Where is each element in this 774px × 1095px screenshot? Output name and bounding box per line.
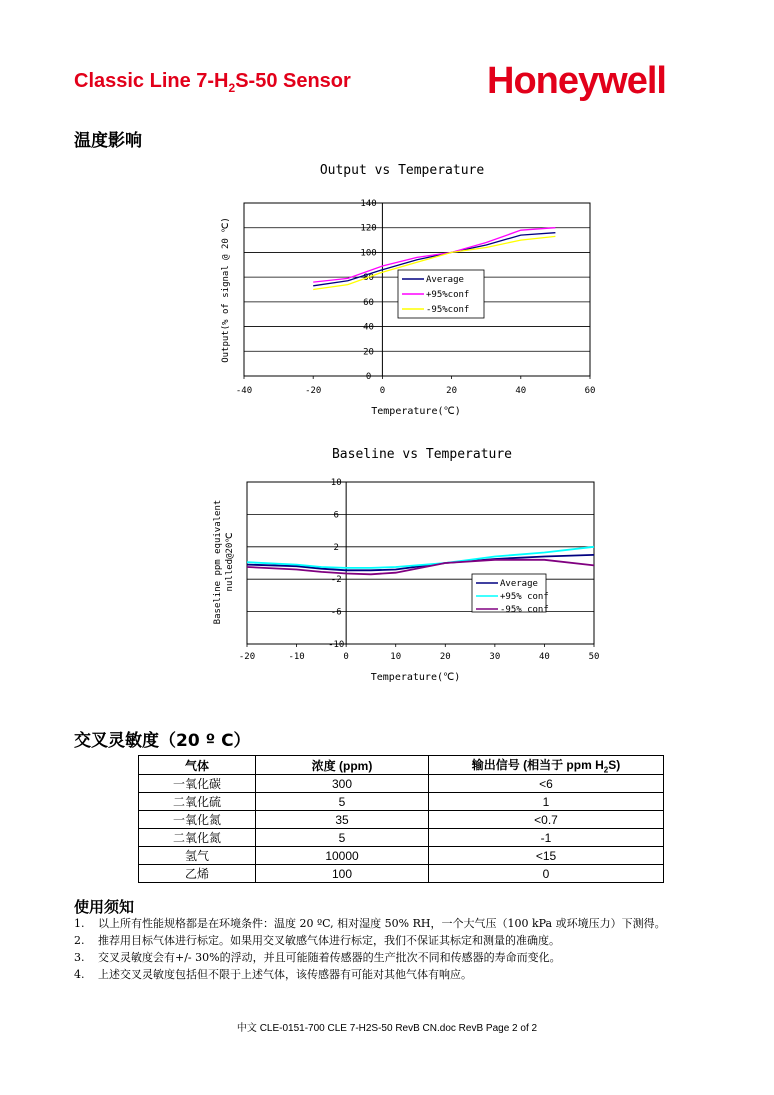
list-number: 3.	[74, 951, 85, 964]
table-cell: <15	[429, 847, 664, 865]
list-number: 4.	[74, 968, 85, 981]
table-cell: 氢气	[139, 847, 256, 865]
y-tick-label: 10	[330, 478, 342, 488]
table-cell: <0.7	[429, 811, 664, 829]
y-tick-label: 6	[333, 510, 339, 521]
table-cell: 5	[256, 793, 429, 811]
temperature-effect-heading: 温度影响	[74, 131, 142, 151]
list-item	[74, 949, 714, 966]
list-text: 上述交叉灵敏度包括但不限于上述气体，该传感器有可能对其他气体有响应。	[98, 968, 472, 981]
usage-notes-list	[74, 915, 714, 983]
cross-sensitivity-heading: 交叉灵敏度（20 º C）	[74, 731, 251, 751]
y-tick-label: 100	[360, 248, 377, 259]
x-axis-label: Temperature(℃)	[371, 406, 461, 417]
page-footer: 中文 CLE-0151-700 CLE 7-H2S-50 RevB CN.doc RevB Page 2 of 2	[236, 1023, 538, 1034]
table-cell: 一氧化氮	[139, 811, 256, 829]
table-row	[139, 865, 664, 883]
plot-area	[247, 482, 594, 644]
document-title: Classic Line $7-H_2S-50$ Sensor	[74, 70, 351, 95]
legend-label-2: +95% conf	[500, 592, 549, 602]
table-cell: 10000	[256, 847, 429, 865]
table-cell: 一氧化碳	[139, 775, 256, 793]
chart-title: Baseline vs Temperature	[331, 447, 513, 462]
x-axis-label: Temperature(℃)	[370, 672, 461, 683]
x-tick-label: 20	[446, 386, 458, 396]
table-row	[139, 793, 664, 811]
table-cell: 乙烯	[139, 865, 256, 883]
table-row	[139, 829, 664, 847]
list-number: 2.	[74, 934, 85, 947]
output-vs-temperature-chart	[0, 155, 774, 425]
y-tick-label: 0	[365, 372, 372, 382]
list-item	[74, 966, 714, 983]
list-text: 交叉灵敏度会有+/- 30%的浮动，并且可能随着传感器的生产批次不同和传感器的寿命而变化。	[98, 951, 561, 964]
x-tick-label: 50	[588, 652, 600, 662]
x-tick-label: -40	[235, 386, 253, 396]
honeywell-logo: Honeywell	[487, 60, 666, 102]
legend-label-2: +95%conf	[426, 290, 470, 300]
x-tick-label: -20	[305, 386, 322, 396]
list-number: 1.	[74, 917, 85, 930]
y-tick-label: -6	[330, 607, 342, 618]
y-axis-label-line2: nulled@20℃	[225, 532, 235, 592]
x-tick-label: -20	[238, 652, 256, 662]
y-tick-label: 20	[363, 347, 374, 358]
x-tick-label: 0	[343, 652, 349, 662]
table-cell: 300	[256, 775, 429, 793]
y-tick-label: 80	[363, 273, 374, 284]
list-text: 推荐用目标气体进行标定。如果用交叉敏感气体进行标定，我们不保证其标定和测量的准确度。	[98, 934, 560, 947]
x-tick-label: 20	[439, 652, 451, 662]
y-axis-label: Output(% of signal @ 20 ℃)	[221, 217, 231, 363]
table-header-row	[139, 756, 664, 775]
col-concentration: 浓度 (ppm)	[256, 756, 429, 775]
y-tick-label: -10	[328, 640, 345, 650]
chart-title: Output vs Temperature	[319, 163, 485, 178]
list-text: 以上所有性能规格都是在环境条件：温度 20 ºC, 相对湿度 50% RH，一个大气压（100 kPa 或环境压力）下测得。	[98, 917, 666, 930]
x-tick-label: 40	[515, 386, 527, 396]
table-cell: 二氧化氮	[139, 829, 256, 847]
usage-notes-heading: 使用须知	[74, 898, 135, 916]
table-cell: 二氧化硫	[139, 793, 256, 811]
legend-label-1: Average	[426, 275, 464, 285]
x-tick-label: 40	[539, 652, 550, 662]
col-gas: 气体	[139, 756, 256, 775]
y-tick-label: 140	[360, 199, 377, 209]
table-cell: 1	[429, 793, 664, 811]
table-cell: 35	[256, 811, 429, 829]
list-item	[74, 915, 714, 932]
x-tick-label: 60	[584, 386, 596, 396]
table-cell: 0	[429, 865, 664, 883]
y-tick-label: -2	[330, 575, 342, 586]
table-cell: 5	[256, 829, 429, 847]
legend-label-3: -95%conf	[426, 305, 470, 315]
legend-label-3: -95% conf	[500, 605, 549, 615]
x-tick-label: 30	[489, 652, 501, 662]
y-axis-label-line1: Baseline ppm equivalent	[213, 499, 223, 625]
y-tick-label: 120	[360, 223, 377, 234]
x-tick-label: 0	[379, 386, 386, 396]
col-output-signal: 输出信号 (相当于 ppm $H_2S$)	[429, 756, 664, 775]
y-tick-label: 60	[363, 297, 374, 308]
list-item	[74, 932, 714, 949]
y-tick-label: 2	[333, 542, 339, 553]
table-row	[139, 847, 664, 865]
table-row	[139, 811, 664, 829]
table-cell: 100	[256, 865, 429, 883]
legend-label-1: Average	[500, 579, 538, 589]
table-cell: <6	[429, 775, 664, 793]
table-cell: -1	[429, 829, 664, 847]
table-row	[139, 775, 664, 793]
baseline-vs-temperature-chart	[0, 440, 774, 695]
x-tick-label: -10	[288, 652, 305, 662]
y-tick-label: 40	[363, 322, 374, 333]
x-tick-label: 10	[390, 652, 402, 662]
cross-sensitivity-table	[138, 755, 664, 883]
